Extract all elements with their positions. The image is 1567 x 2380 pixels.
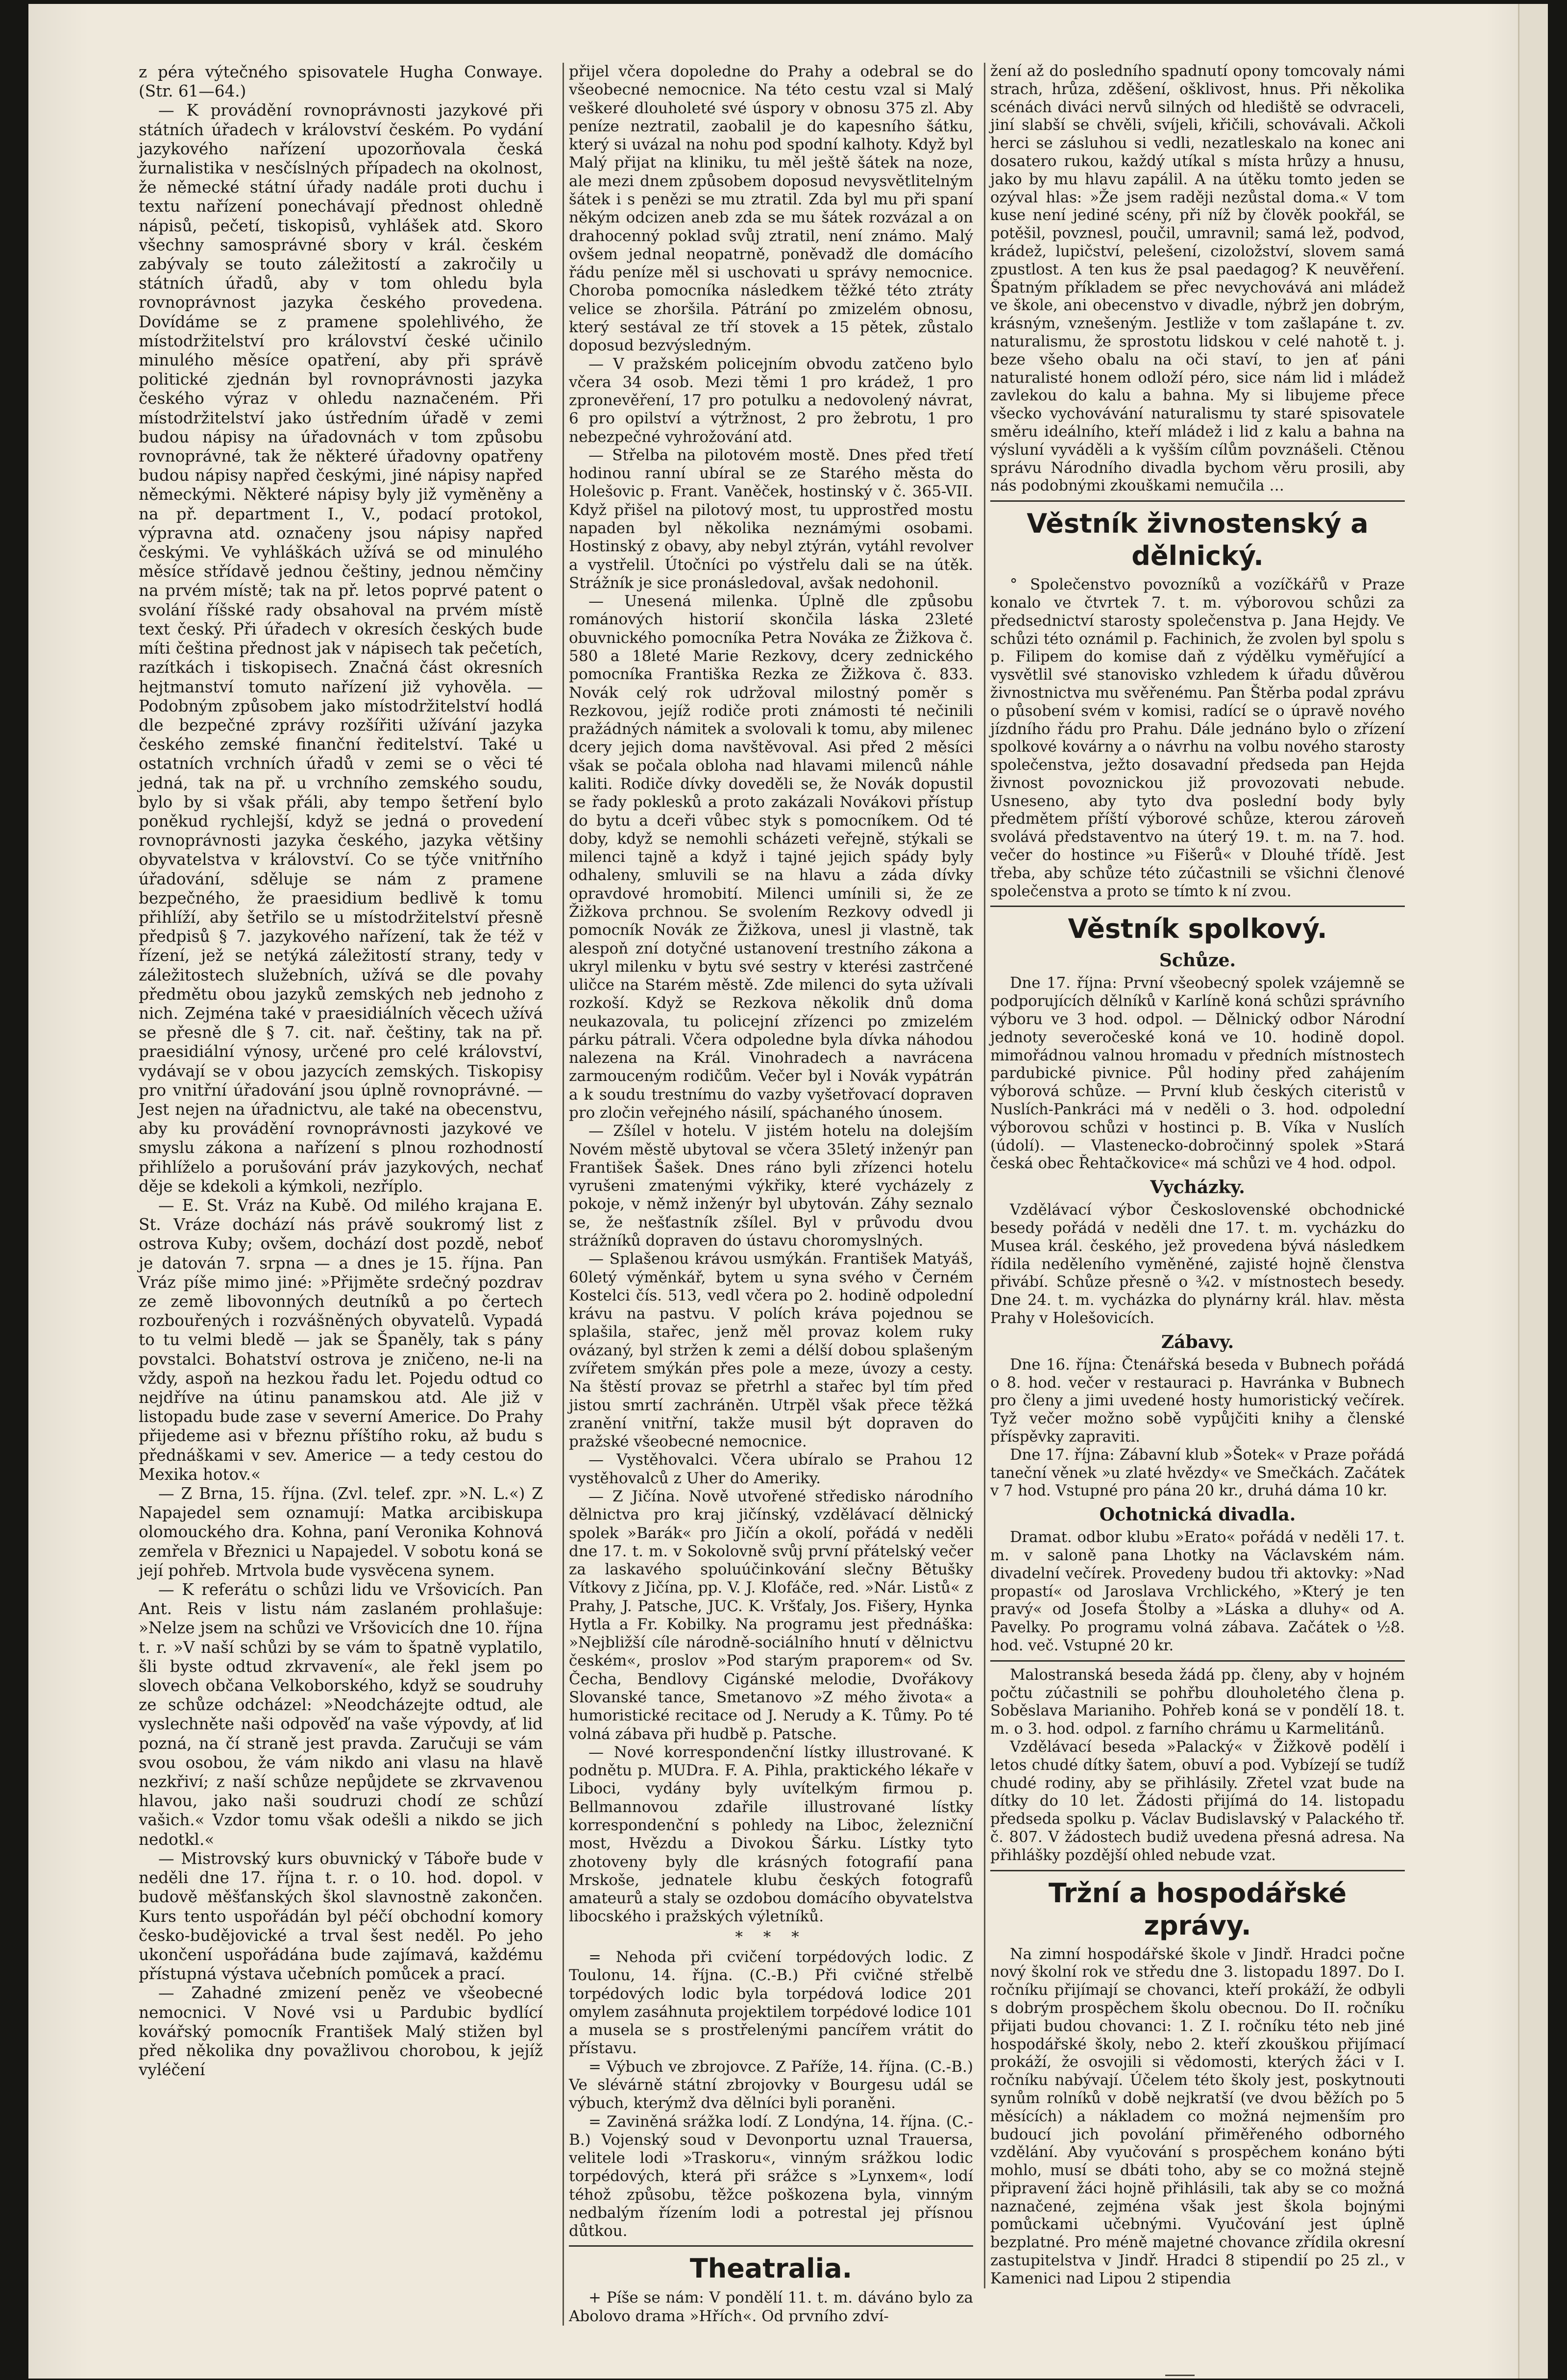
divider [990, 500, 1405, 502]
article-abducted-lover: — Unesená milenka. Úplně dle způsobu románových historií skončila láska 23leté obuvnického pomocníka Petra Nováka ze Žižkova č. 580 a 18leté Marie Rezkovy, dcery zednického pomocníka Františka Rezka ze Žižkova č. 833. Novák celý rok udržoval milostný poměr s Rezkovou, jejíž rodiče proti známosti té nečinili pražádných námitek a svolovali k tomu, aby milenec dcery jejich doma navštěvoval. Asi před 2 měsíci však se počala obloha nad hlavami milenců náhle kaliti. Rodiče dívky doveděli se, že Novák dopustil se řady poklesků a proto zakázali Novákovi přístup do bytu a dceři vůbec styk s pomocníkem. Od té doby, když se nemohli scházeti veřejně, stýkali se milenci tajně a když i tajné jejich spády byly odhaleny, smluvili se na hlavu a záda dívky opravdové hromobití. Milenci umínili si, že ze Žižkova prchnou. Se svolením Rezkovy odvedl ji pomocník Novák ze Žižkova, unesl ji vlastně, tak alespoň zní dotyčné ustanovení trestního zákona a ukryl milenku v bytu své sestry v kterési zastrčené uličce na Starém městě. Zde milenci do syta užívali rozkoší. Když se Rezkova několik dnů doma neukazovala, tu policejní zřízenci po zmizelém párku pátrali. Včera odpoledne byla dívka náhodou nalezena na Král. Vinohradech a navrácena zarmouceným rodičům. Večer byl i Novák vypátrán a k soudu trestnímu do vazby vyšetřovací dopraven pro zločin veřejného násilí, spáchaného únosem. [569, 592, 973, 1122]
subheading-excursions: Vycházky. [1150, 1177, 1245, 1198]
article-police-district: — V pražském policejním obvodu zatčeno bylo včera 34 osob. Mezi těmi 1 pro krádež, 1 pro zpronevěření, 17 pro potulku a nedovolený návrat, 6 pro opilství a výtržnost, 2 pro žebrotu, 1 pro nebezpečné vyhrožování atd. [569, 355, 973, 446]
article-money-disappearance: — Zahadné zmizení peněz ve všeobecné nemocnici. V Nové vsi u Pardubic bydlící kovářský pomocník František Malý stižen byl před několika dny považlivou chorobou, k jejíž vyléčení [139, 1984, 543, 2080]
article-explosion: = Výbuch ve zbrojovce. Z Paříže, 14. října. (C.-B.) Ve slévárně státní zbrojovky v Bourgesu udál se výbuch, kterýmž dva dělníci byli poraněni. [569, 2058, 973, 2112]
page-mark [1165, 2375, 1195, 2376]
heading-trade-workers: Věstník živnostenský a dělnický. [1027, 508, 1369, 572]
article-continuation: z péra výtečného spisovatele Hugha Conwaye. (Str. 61—64.) [139, 63, 543, 101]
article-emigrants: — Vystěhovalci. Včera ubíralo se Prahou 12 vystěhovalců z Uher do Ameriky. [569, 1451, 973, 1487]
article-agricultural-school: Na zimní hospodářské škole v Jindř. Hradci počne nový školní rok ve středu dne 3. listopadu 1897. Do I. ročníku přijímají se chovanci, kteří prokáží, že odbyli s dobrým prospěchem školu obecnou. Do II. ročníku přijati budou chovanci: 1. Z I. ročníku této neb jiné hospodářské školy, nebo 2. kteří zkouškou přijímací prokáží, že osvojili si vědomosti, kterých žáci v I. ročníku nabývají. Účelem této školy jest, poskytnouti synům rolníků v době nejkratší (ve dvou běžích po 5 měsících) a nákladem co možná nejmenším pro budoucí jich povolání přiměřeného odborného vzdělání. Aby vyučování s prospěchem konáno býti mohlo, musí se dbáti toho, aby se co možná stejně připravení žáci hojně přihlásili, tak aby se co možná naznačené, zejména však jest škola bojnými pomůckami učebnými. Vyučování jest úplně bezplatné. Pro méně majetné chovance zřídila okresní zastupitelstva v Jindř. Hradci 8 stipendií po 25 zl., v Kamenici nad Lipou 2 stipendia [990, 1945, 1405, 2287]
article-palacky: Vzdělávací beseda »Palacký« v Žižkově podělí i letos chudé dítky šatem, obuví a pod. Vybízejí se tudíž chudé rodiny, aby se přihlásily. Zřetel vzat bude na dítky do 10 let. Žádosti přijímá do 14. listopadu předseda spolku p. Václav Budislavský v Palackého tř. č. 807. V žádostech budiž uvedena přesná adresa. Na přihlášky pozdější ohled nebude vzat. [990, 1738, 1405, 1864]
article-torpedo: = Nehoda při cvičení torpédových lodic. Z Toulonu, 14. října. (C.-B.) Při cvičné střelbě torpédových lodic byla torpédová lodice 201 omylem zasáhnuta projektilem torpédové lodice 101 a musela se s prostřelenými pancířem vrátit do přístavu. [569, 1948, 973, 2058]
article-entertainment-17: Dne 17. října: Zábavní klub »Šotek« v Praze pořádá taneční věnek »u zlaté hvězdy« ve Smečkách. Začátek v 7 hod. Vstupné pro pána 20 kr., druhá dáma 10 kr. [990, 1446, 1405, 1500]
article-postcards: — Nové korrespondenční lístky illustrované. K podnětu p. MUDra. F. A. Pihla, praktického lékaře v Liboci, vydány byly uvítelkým firmou p. Bellmannovou zdařile illustrované lístky korrespondenční s pohledy na Liboc, železniční most, Hvězdu a Divokou Šárku. Lístky tyto zhotoveny byly dle krásných fotografií pana Mrskoše, jednatele klubu českých fotografů amateurů a staly se ozdobou domácího obyvatelstva libocského i pražských výletníků. [569, 1743, 973, 1926]
divider [990, 1660, 1405, 1662]
article-entertainment-16: Dne 16. října: Čtenářská beseda v Bubnech pořádá o 8. hod. večer v restauraci p. Havránka v Bubnech pro členy a jimi uvedené hosty humoristický večírek. Tyž večer možno sobě vypůjčiti knihy a členské příspěvky zapraviti. [990, 1356, 1405, 1446]
section-stars: * * * [735, 1928, 807, 1946]
article-ship-collision: = Zaviněná srážka lodí. Z Londýna, 14. října. (C.-B.) Vojenský soud v Devonportu uznal Trauersa, velitele lodi »Traskoru«, vinným srážkou lodic torpédových, která při srážce s »Lynxem«, lodí téhož způsobu, těžce poškozena byla, vinným nedbalým řízením lodi a potrestal jej přísnou důtkou. [569, 2112, 973, 2240]
column-1 [139, 63, 543, 2080]
page-fold-edge [1518, 4, 1548, 2379]
article-theatre-continuation: žení až do posledního spadnutí opony tomcovaly námi strach, hrůza, zděšení, ošklivost, hnus. Při několika scénách diváci nervů silných od hlediště se odvraceli, jiní slabší se chvěli, svíjeli, křičili, schovávali. Ačkoli herci se zásluhou si vedli, nezatleskalo na konec ani dosatero rukou, každý utíkal s místa hrůzy a hnusu, jako by mu hlavu zapálil. A na útěku tomto jeden se ozýval hlas: »Že jsem raději nezůstal doma.« V tom kuse není jediné scény, při níž by člověk pookřál, se potěšil, povznesl, poučil, umravnil; samá lež, podvod, krádež, lupičství, pelešení, cizoložství, slovem samá zpustlost. A ten kus že psal paedagog? K neuvěření. Špatným příkladem se přec nevychovává ani mládež ve škole, ani obecenstvo v divadle, nýbrž jen dobrým, krásným, vznešeným. Jestliže v tom zašlapáne t. zv. naturalismu, že sprostotu lidskou v celé nahotě t. j. beze všeho obalu na oči staví, to jen ať páni naturalisté honem odloží péro, sice nám lid i mládež zavlekou do kalu a bahna. My si libujeme přece všecko vychovávání naturalismu ty staré spisovatele směru ideálního, kteří mládež i lid z kalu a bahna na výsluní vyváděli a k vyšším cílům povznášeli. Ctěnou správu Národního divadla bychom věru prosili, aby nás podobnými zkouškami nemučila … [990, 63, 1405, 495]
heading-market-agriculture: Tržní a hospodářské zprávy. [1048, 1877, 1347, 1941]
article-vraz-cuba: — E. St. Vráz na Kubě. Od milého krajana E. St. Vráze dochází nás právě soukromý list z ostrova Kuby; ovšem, dochází dost pozdě, neboť je datován 7. srpna — a dnes je 15. října. Pan Vráz píše mimo jiné: »Přijměte srdečný pozdrav ze země libovonných deutníků a po čertech rozbouřených i rozvášněných obyvatelů. Vypadá to tu velmi bledě — jak se Španěly, tak s pány povstalci. Bohatství ostrova je zničeno, ne-li na vždy, aspoň na hezkou řadu let. Pojedu odtud co nejdříve na útinu panamskou atd. Ale již v listopadu bude zase v severní Americe. Do Prahy přijedeme asi v březnu příštího roku, až budu s přednáškami v sev. Americe — a tedy cestou do Mexika hotov.« [139, 1196, 543, 1484]
divider [569, 2245, 973, 2247]
divider [990, 906, 1405, 907]
article-jicin: — Z Jičína. Nově utvořené středisko národního dělnictva pro kraj jičínský, vzdělávací dělnický spolek »Barák« pro Jičín a okolí, pořádá v neděli dne 17. t. m. v Sokolovně svůj první přátelský večer za laskavého spoluúčinkování slečny Bětušky Vítkovy z Jičína, pp. V. J. Klofáče, red. »Nár. Listů« z Prahy, J. Patsche, JUC. K. Vršťaly, Jos. Fišery, Hynka Hytla a Fr. Kobilky. Na programu jest přednáška: »Nejbližší cíle národně-sociálního hnutí v dělnictvu českém«, proslov »Pod starým praporem« od Sv. Čecha, Bendlovy Cigánské melodie, Dvořákovy Slovanské tance, Smetanovo »Z mého života« a humoristické recitace od J. Nerudy a K. Tůmy. Po té volná zábava při hudbě p. Patsche. [569, 1487, 973, 1743]
subheading-entertainment: Zábavy. [1161, 1331, 1234, 1352]
newspaper-page [28, 4, 1546, 2379]
article-amateur-theatre: Dramat. odbor klubu »Erato« pořádá v neděli 17. t. m. v saloně pana Lhotky na Václavském nám. divadelní večírek. Provedeny budou tři aktovky: »Nad propastí« od Jaroslava Vrchlického, »Který je ten pravý« od Josefa Štolby a »Láska a dluhy« od A. Pavelky. Po programu volná zábava. Začátek o ½8. hod. več. Vstupné 20 kr. [990, 1529, 1405, 1654]
heading-societies: Věstník spolkový. [1068, 913, 1327, 945]
subheading-meetings: Schůze. [1159, 950, 1236, 971]
article-money-continuation: přijel včera dopoledne do Prahy a odebral se do všeobecné nemocnice. Na této cestu vzal si Malý veškeré dlouholeté své úspory v obnosu 375 zl. Aby peníze neztratil, zaobalil je do kapesního šátku, který si uvázal na nohu pod spodní kalhoty. Když byl Malý přijat na kliniku, tu měl ještě šátek na noze, ale mezi dnem způsobem doposud nevysvětlitelným šátek i s penězi se mu ztratil. Zda byl mu při spaní někým odcizen aneb zda se mu šátek rozvázal a on drahocenný poklad svůj ztratil, není známo. Malý ovšem jednal neopatrně, poněvadž dle domácího řádu peníze měl si uschovati u správy nemocnice. Choroba pomocníka následkem těžké této ztráty velice se zhoršila. Pátrání po zmizelém obnosu, který sestával ze tří stovek a 15 pětek, zůstalo doposud bezvýsledným. [569, 63, 973, 355]
article-carters-guild: ° Společenstvo povozníků a vozíčkářů v Praze konalo ve čtvrtek 7. t. m. výborovou schůzi za předsednictví starosty společenstva p. Jana Hejdy. Ve schůzi této oznámil p. Fachinich, že zvolen byl spolu s p. Filipem do komise daň z výdělku vyměřující a vysvětlil své stanovisko vzhledem k úřadu důvěrou živnostnictva mu svěřenému. Pan Štěrba podal zprávu o působení svém v komisi, radící se o úpravě nového jízdního řádu pro Prahu. Dále jednáno bylo o zřízení spolkové kovárny a o návrhu na volbu nového starosty společenstva, ježto dosavadní předseda pan Hejda živnost povoznickou již provozovati nebude. Usneseno, aby tyto dva poslední body byly předmětem příští výborové schůze, kterou zároveň svolává představentvo na úterý 19. t. m. na 7. hod. večer do hostince »u Fišerů« v Dlouhé třídě. Jest třeba, aby schůze této zúčastnili se všichni členové společenstva a proto se tímto k ní zvou. [990, 576, 1405, 900]
article-mala-strana: Malostranská beseda žádá pp. členy, aby v hojném počtu zúčastnili se pohřbu dlouholetého člena p. Soběslava Marianiho. Pohřeb koná se v pondělí 18. t. m. o 3. hod. odpol. z farního chrámu u Karmelitánů. [990, 1666, 1405, 1738]
article-brno: — Z Brna, 15. října. (Zvl. telef. zpr. »N. L.«) Z Napajedel sem oznamují: Matka arcibiskupa olomouckého dra. Kohna, paní Veronika Kohnová zemřela v Březnici u Napajedel. V sobotu koná se její pohřeb. Mrtvola bude vysvěcena synem. [139, 1484, 543, 1580]
article-language-equality: — K provádění rovnoprávnosti jazykové při státních úřadech v království českém. Po vydání jazykového nařízení upozorňovala česká žurnalistika v nesčíslných případech na okolnost, že německé státní úřady nadále proti duchu i textu nařízení ponechávají přednost ohledně nápisů, pečetí, tiskopisů, vyhlášek atd. Skoro všechny samosprávné sbory v král. českém zabývaly se touto záležitostí a zakročily u státních úřadů, aby v tom ohledu byla rovnoprávnost jazyka českého provedena. Dovídáme se z pramene spolehlivého, že místodržitelství pro království české učinilo minulého měsíce opatření, aby při správě politické zjednán byl rovnoprávnosti jazyka českého výraz v ohledu naznačeném. Při místodržitelství jako ústředním úřadě v zemi budou nápisy na úřadovnách v tom způsobu rovnoprávné, tak že některé úřadovny opatřeny budou nápisy napřed českými, jiné nápisy napřed německými. Některé nápisy byly již vyměněny a na př. department I., V., podací protokol, výpravna atd. označeny jsou nápisy napřed českými. Ve vyhláškách užívá se od minulého měsíce střídavě jednou češtiny, jednou němčiny na prvém místě; tak na př. letos poprvé patent o svolání říšské rady obsahoval na prvém místě text český. Při úřadech v okresích českých bude míti čeština přednost jak v nápisech tak pečetích, razítkách i tiskopisech. Značná část okresních hejtmanství tomuto nařízení již vyhověla. — Podobným způsobem jako místodržitelství hodlá dle bezpečné zprávy rozšířiti užívání jazyka českého zemské finanční ředitelství. Také u ostatních vrchních úřadů v zemi se o věci té jedná, tak na př. u vrchního zemského soudu, bylo by si však přáli, aby tempo šetření bylo poněkud rychlejší, když se jedná o provedení rovnoprávnosti jazyka českého, jazyka většiny obyvatelstva v království. Co se týče vnitřního úřadování, sděluje se nám z pramene bezpečného, že praesidium bedlivě k tomu přihlíží, aby šetřilo se u místodržitelství přesně předpisů § 7. jazykového nařízení, tak že též v řízení, jež se netýká záležitostí strany, tedy v záležitostech služebních, užívá se dle povahy předmětu obou jazyků zemských neb jednoho z nich. Zejména také v praesidiálních věcech užívá se přesně dle § 7. cit. nař. češtiny, tak na př. praesidiální výnosy, určené pro celé království, vydávají se v obou jazycích zemských. Tiskopisy pro vnitřní úřadování jsou úplně rovnoprávné. — Jest nejen na úřadnictvu, ale také na obecenstvu, aby ku provádění rovnoprávnosti jazykové ve smyslu zákona a nařízení s plnou rozhodností přihlíželo a porušování práv jazykových, nechať děje se kdekoli a kýmkoli, nezříplo. [139, 101, 543, 1196]
divider [990, 1870, 1405, 1871]
article-meetings: Dne 17. října: První všeobecný spolek vzájemně se podporujících dělníků v Karlíně koná schůzi správního výboru ve 3 hod. odpol. — Dělnický odbor Národní jednoty severočeské koná ve 10. hodině dopol. mimořádnou valnou hromadu v předních místnostech pardubické pivnice. Půl hodiny před zahájením výborová schůze. — První klub českých citeristů v Nuslích-Pankráci má v neděli o 3. hod. odpolední výborovou schůzi v hostinci p. B. Víka v Nuslích (údolí). — Vlastenecko-dobročinný spolek »Stará česká obec Řehtačkovice« má schůzi ve 4 hod. odpol. [990, 975, 1405, 1173]
article-theatre-letter: + Píše se nám: V pondělí 11. t. m. dáváno bylo za Abolovo drama »Hřích«. Od prvního zdví- [569, 2289, 973, 2325]
heading-theatralia: Theatralia. [689, 2253, 853, 2284]
article-cow-accident: — Splašenou krávou usmýkán. František Matyáš, 60letý výměnkář, bytem u syna svého v Černém Kostelci čís. 513, vedl včera po 2. hodině odpolední krávu na pastvu. V polích kráva pojednou se splašila, stařec, jenž měl provaz kolem ruky ovázaný, byl stržen k zemi a délší dobou splašeným zvířetem smýkán přes pole a meze, úvozy a cesty. Na štěstí provaz se přetrhl a stařec byl tím před jistou smrtí zachráněn. Utrpěl však přece těžká zranění vnitřní, takže musil být dopraven do pražské všeobecné nemocnice. [569, 1250, 973, 1451]
article-madness-hotel: — Zšílel v hotelu. V jistém hotelu na dolejším Novém městě ubytoval se včera 35letý inženýr pan František Šašek. Dnes ráno byli zřízenci hotelu vyrušeni zmatenými výkřiky, které vycházely z pokoje, v němž inženýr byl ubytován. Záhy seznalo se, že nešťastník zšílel. Byl v průvodu dvou strážníků dopraven do ústavu choromyslných. [569, 1122, 973, 1250]
subheading-amateur-theatre: Ochotnická divadla. [1099, 1504, 1296, 1525]
article-shooting-bridge: — Střelba na pilotovém mostě. Dnes před třetí hodinou ranní ubíral se ze Starého města do Holešovic p. Frant. Vaněček, hostinský v č. 365-VII. Když přišel na pilotový most, tu upprostřed mostu napaden byl několika neznámými osobami. Hostinský z obavy, aby nebyl ztýrán, vytáhl revolver a vystřelil. Útočníci po výstřelu dali se na útěk. Strážník je sice pronásledoval, avšak nedohonil. [569, 446, 973, 592]
article-vrsovice-meeting: — K referátu o schůzi lidu ve Vršovicích. Pan Ant. Reis v listu nám zaslaném prohlašuje: »Nelze jsem na schůzi ve Vršovicích dne 10. října t. r. »V naší schůzi by se vám to špatně vyplatilo, šli byste odtud zkrvavení«, ale řekl jsem po slovech občana Velkoborského, když se soudruhy ze schůze odcházel: »Neodcházejte odtud, ale vyslechněte naši odpověď na vaše výpovdy, ať lid pozná, na čí straně jest pravda. Zaručuji se vám svou osobou, že vám nikdo ani vlasu na hlavě nezkřiví; z naší schůze nepůjdete se zkrvavenou hlavou, jako naši soudruzi chodí ze schůzí vašich.« Vzdor tomu však odešli a nikdo se jich nedotkl.« [139, 1580, 543, 1849]
column-3 [984, 63, 1405, 2288]
article-tabor-course: — Mistrovský kurs obuvnický v Táboře bude v neděli dne 17. října t. r. o 10. hod. dopol. v budově měšťanských škol slavnostně zakončen. Kurs tento uspořádán byl péčí obchodní komory česko-budějovické a trval šest neděl. Po jeho ukončení uspořádána bude zajímavá, každému přístupná výstava učebních pomůcek a prací. [139, 1849, 543, 1984]
column-2 [563, 63, 973, 2326]
article-excursions: Vzdělávací výbor Československé obchodnické besedy pořádá v neděli dne 17. t. m. vycházku do Musea král. českého, jež provedena bývá následkem řídila neděleního vyměněné, zajisté hojně členstva přivábí. Schůze přesně o ¾2. v místnostech besedy. Dne 24. t. m. vycházka do plynárny král. hlav. města Prahy v Holešovicích. [990, 1202, 1405, 1327]
